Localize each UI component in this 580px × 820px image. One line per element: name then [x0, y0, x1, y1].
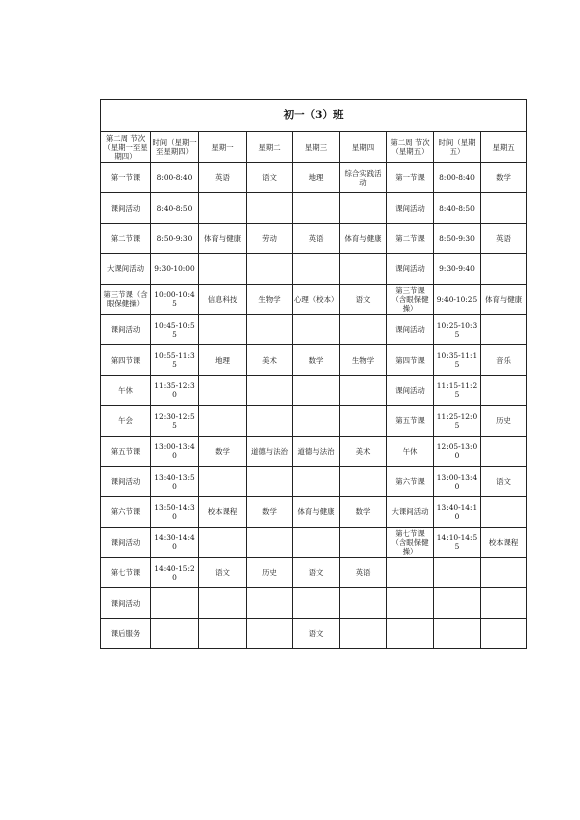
cell-period-fri: 大课间活动 — [387, 497, 434, 527]
timetable-body — [101, 163, 527, 649]
cell-thursday: 综合实践活动 — [340, 163, 387, 193]
cell-monday: 校本课程 — [199, 497, 247, 527]
cell-time-mon-thu: 9:30-10:00 — [151, 254, 199, 284]
cell-period-mon-thu: 课间活动 — [101, 466, 151, 496]
cell-thursday: 生物学 — [340, 345, 387, 375]
cell-thursday: 英语 — [340, 558, 387, 588]
cell-time-mon-thu: 14:40-15:20 — [151, 558, 199, 588]
cell-tuesday — [247, 618, 293, 648]
cell-period-mon-thu: 大课间活动 — [101, 254, 151, 284]
cell-time-mon-thu: 11:35-12:30 — [151, 375, 199, 405]
table-row — [101, 345, 527, 375]
cell-monday — [199, 314, 247, 344]
cell-time-mon-thu — [151, 588, 199, 618]
cell-time-mon-thu: 13:40-13:50 — [151, 466, 199, 496]
cell-wednesday: 英语 — [293, 223, 340, 253]
cell-time-fri: 13:00-13:40 — [434, 466, 481, 496]
table-row — [101, 406, 527, 436]
cell-monday: 地理 — [199, 345, 247, 375]
cell-period-mon-thu: 课间活动 — [101, 193, 151, 223]
cell-friday — [481, 497, 527, 527]
header-tuesday: 星期二 — [247, 132, 293, 163]
cell-period-mon-thu: 第二节课 — [101, 223, 151, 253]
cell-thursday — [340, 314, 387, 344]
cell-period-mon-thu: 课间活动 — [101, 314, 151, 344]
cell-period-fri: 午休 — [387, 436, 434, 466]
cell-wednesday — [293, 406, 340, 436]
cell-friday: 英语 — [481, 223, 527, 253]
cell-time-fri — [434, 558, 481, 588]
cell-time-mon-thu — [151, 618, 199, 648]
cell-time-fri: 12:05-13:00 — [434, 436, 481, 466]
cell-thursday: 数学 — [340, 497, 387, 527]
table-row — [101, 284, 527, 314]
cell-tuesday: 道德与法治 — [247, 436, 293, 466]
header-period-mon-thu: 第二周 节次（星期一至星期四） — [101, 132, 151, 163]
cell-friday: 音乐 — [481, 345, 527, 375]
table-row — [101, 618, 527, 648]
table-row — [101, 436, 527, 466]
cell-tuesday: 生物学 — [247, 284, 293, 314]
cell-thursday — [340, 406, 387, 436]
cell-friday — [481, 254, 527, 284]
cell-monday — [199, 193, 247, 223]
cell-thursday: 美术 — [340, 436, 387, 466]
cell-time-fri: 10:25-10:35 — [434, 314, 481, 344]
cell-time-mon-thu: 13:50-14:30 — [151, 497, 199, 527]
cell-time-mon-thu: 8:00-8:40 — [151, 163, 199, 193]
cell-period-fri: 课间活动 — [387, 314, 434, 344]
cell-friday: 数学 — [481, 163, 527, 193]
cell-time-mon-thu: 13:00-13:40 — [151, 436, 199, 466]
header-monday: 星期一 — [199, 132, 247, 163]
cell-wednesday — [293, 466, 340, 496]
cell-thursday — [340, 618, 387, 648]
table-row — [101, 163, 527, 193]
header-time-fri: 时间（星期五） — [434, 132, 481, 163]
timetable-sheet — [100, 99, 526, 649]
table-row — [101, 588, 527, 618]
cell-period-fri: 第四节课 — [387, 345, 434, 375]
cell-wednesday — [293, 527, 340, 557]
cell-tuesday — [247, 254, 293, 284]
cell-time-mon-thu: 14:30-14:40 — [151, 527, 199, 557]
cell-wednesday: 语文 — [293, 558, 340, 588]
cell-period-mon-thu: 第六节课 — [101, 497, 151, 527]
cell-thursday — [340, 193, 387, 223]
cell-friday — [481, 375, 527, 405]
cell-time-mon-thu: 8:40-8:50 — [151, 193, 199, 223]
cell-friday: 语文 — [481, 466, 527, 496]
cell-period-mon-thu: 课间活动 — [101, 527, 151, 557]
cell-period-fri: 第一节课 — [387, 163, 434, 193]
cell-friday: 历史 — [481, 406, 527, 436]
table-row — [101, 497, 527, 527]
cell-friday — [481, 618, 527, 648]
cell-period-fri — [387, 558, 434, 588]
cell-time-fri: 14:10-14:55 — [434, 527, 481, 557]
cell-period-mon-thu: 午休 — [101, 375, 151, 405]
header-wednesday: 星期三 — [293, 132, 340, 163]
timetable-title: 初一（3）班 — [101, 100, 527, 132]
header-friday: 星期五 — [481, 132, 527, 163]
cell-time-fri: 9:30-9:40 — [434, 254, 481, 284]
cell-time-fri: 9:40-10:25 — [434, 284, 481, 314]
cell-tuesday — [247, 588, 293, 618]
cell-time-mon-thu: 10:55-11:35 — [151, 345, 199, 375]
cell-period-mon-thu: 第三节课（含眼保健操） — [101, 284, 151, 314]
cell-tuesday — [247, 375, 293, 405]
table-row — [101, 466, 527, 496]
cell-time-fri: 8:50-9:30 — [434, 223, 481, 253]
cell-thursday — [340, 254, 387, 284]
cell-time-fri: 8:40-8:50 — [434, 193, 481, 223]
cell-friday — [481, 588, 527, 618]
cell-time-mon-thu: 8:50-9:30 — [151, 223, 199, 253]
cell-monday: 数学 — [199, 436, 247, 466]
cell-tuesday — [247, 527, 293, 557]
cell-period-mon-thu: 第四节课 — [101, 345, 151, 375]
header-thursday: 星期四 — [340, 132, 387, 163]
cell-wednesday: 数学 — [293, 345, 340, 375]
cell-tuesday: 历史 — [247, 558, 293, 588]
cell-time-fri: 8:00-8:40 — [434, 163, 481, 193]
cell-tuesday — [247, 406, 293, 436]
cell-period-fri: 课间活动 — [387, 193, 434, 223]
cell-friday — [481, 314, 527, 344]
cell-monday — [199, 588, 247, 618]
cell-tuesday: 劳动 — [247, 223, 293, 253]
cell-time-fri: 10:35-11:15 — [434, 345, 481, 375]
cell-time-mon-thu: 10:00-10:45 — [151, 284, 199, 314]
cell-period-fri: 课间活动 — [387, 375, 434, 405]
cell-tuesday — [247, 466, 293, 496]
cell-wednesday: 地理 — [293, 163, 340, 193]
cell-period-mon-thu: 第五节课 — [101, 436, 151, 466]
cell-monday: 信息科技 — [199, 284, 247, 314]
cell-period-fri: 第五节课 — [387, 406, 434, 436]
cell-monday: 体育与健康 — [199, 223, 247, 253]
class-timetable — [100, 99, 527, 649]
cell-time-fri: 13:40-14:10 — [434, 497, 481, 527]
cell-friday: 体育与健康 — [481, 284, 527, 314]
cell-wednesday: 心理（校本） — [293, 284, 340, 314]
cell-friday — [481, 558, 527, 588]
cell-monday — [199, 618, 247, 648]
cell-thursday — [340, 588, 387, 618]
cell-monday — [199, 527, 247, 557]
table-row — [101, 375, 527, 405]
cell-period-mon-thu: 课间活动 — [101, 588, 151, 618]
cell-period-mon-thu: 第七节课 — [101, 558, 151, 588]
cell-thursday — [340, 375, 387, 405]
cell-period-fri: 课间活动 — [387, 254, 434, 284]
cell-wednesday: 语文 — [293, 618, 340, 648]
cell-tuesday — [247, 193, 293, 223]
cell-monday: 语文 — [199, 558, 247, 588]
header-time-mon-thu: 时间（星期一至星期四） — [151, 132, 199, 163]
cell-period-mon-thu: 课后服务 — [101, 618, 151, 648]
cell-period-fri: 第七节课（含眼保健操） — [387, 527, 434, 557]
cell-wednesday: 道德与法治 — [293, 436, 340, 466]
cell-period-fri — [387, 588, 434, 618]
cell-tuesday — [247, 314, 293, 344]
table-row — [101, 527, 527, 557]
cell-wednesday: 体育与健康 — [293, 497, 340, 527]
table-row — [101, 223, 527, 253]
cell-friday: 校本课程 — [481, 527, 527, 557]
cell-thursday — [340, 527, 387, 557]
cell-wednesday — [293, 314, 340, 344]
cell-wednesday — [293, 254, 340, 284]
cell-thursday — [340, 466, 387, 496]
cell-period-fri: 第三节课（含眼保健操） — [387, 284, 434, 314]
cell-friday — [481, 436, 527, 466]
cell-monday — [199, 254, 247, 284]
cell-wednesday — [293, 375, 340, 405]
table-row — [101, 558, 527, 588]
table-row — [101, 254, 527, 284]
table-row — [101, 193, 527, 223]
table-row — [101, 314, 527, 344]
cell-wednesday — [293, 193, 340, 223]
cell-time-fri — [434, 618, 481, 648]
cell-friday — [481, 193, 527, 223]
cell-period-mon-thu: 午会 — [101, 406, 151, 436]
cell-monday — [199, 466, 247, 496]
cell-tuesday: 语文 — [247, 163, 293, 193]
cell-period-fri — [387, 618, 434, 648]
cell-thursday: 语文 — [340, 284, 387, 314]
cell-monday: 英语 — [199, 163, 247, 193]
cell-tuesday: 数学 — [247, 497, 293, 527]
cell-wednesday — [293, 588, 340, 618]
header-row — [101, 132, 527, 163]
cell-time-fri — [434, 588, 481, 618]
cell-period-fri: 第六节课 — [387, 466, 434, 496]
cell-tuesday: 美术 — [247, 345, 293, 375]
cell-time-fri: 11:15-11:25 — [434, 375, 481, 405]
header-period-fri: 第二周 节次（星期五） — [387, 132, 434, 163]
cell-monday — [199, 375, 247, 405]
cell-period-mon-thu: 第一节课 — [101, 163, 151, 193]
cell-time-mon-thu: 10:45-10:55 — [151, 314, 199, 344]
cell-period-fri: 第二节课 — [387, 223, 434, 253]
cell-time-fri: 11:25-12:05 — [434, 406, 481, 436]
cell-monday — [199, 406, 247, 436]
cell-thursday: 体育与健康 — [340, 223, 387, 253]
cell-time-mon-thu: 12:30-12:55 — [151, 406, 199, 436]
